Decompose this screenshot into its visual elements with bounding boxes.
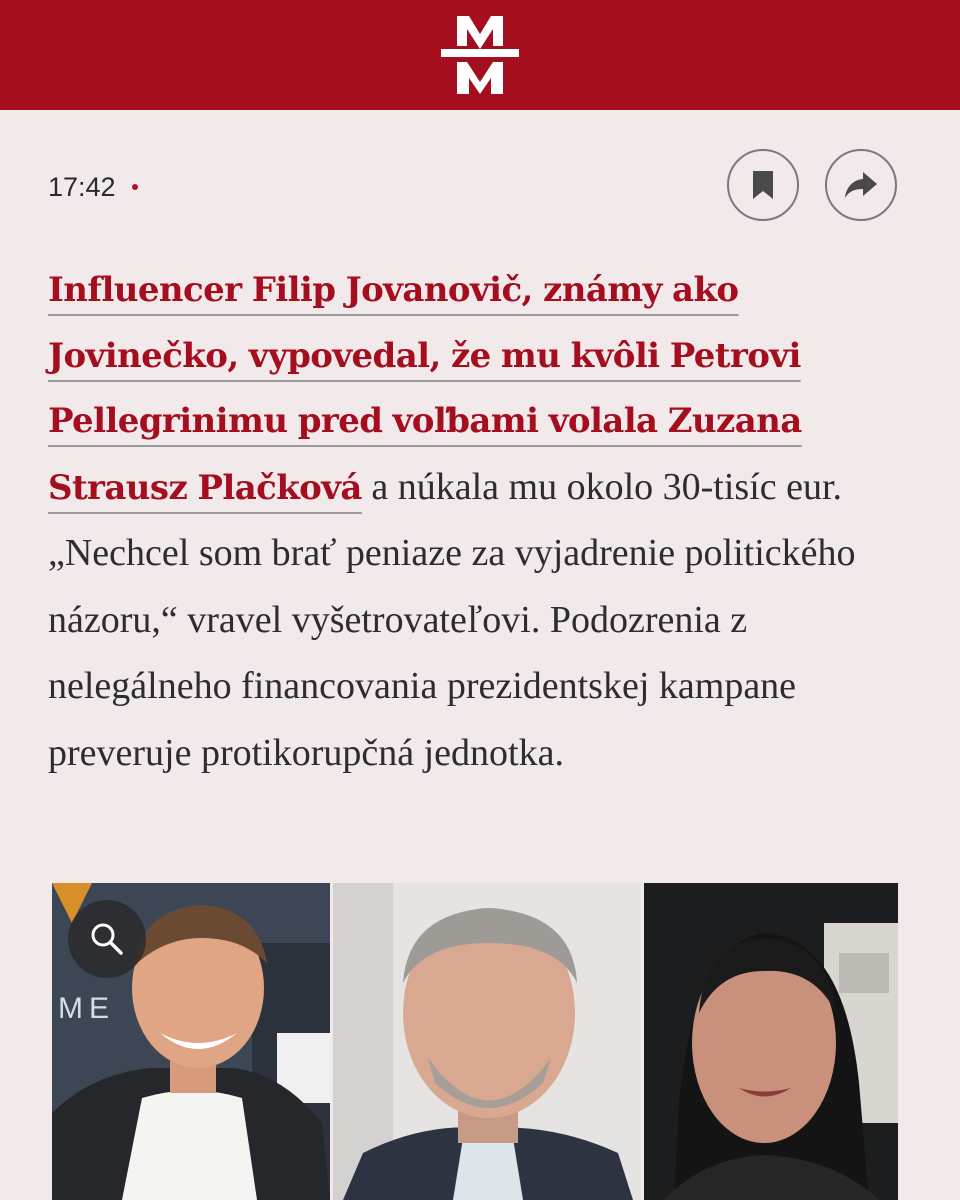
portrait-woman: [644, 883, 898, 1200]
photo-plackova[interactable]: [644, 883, 898, 1200]
zoom-button[interactable]: [68, 900, 146, 978]
portrait-man-grey-hair: [333, 883, 641, 1200]
photo-gallery[interactable]: [52, 883, 898, 1200]
post-time: 17:42: [48, 171, 116, 202]
headline-link[interactable]: Influencer Filip Jovanovič, známy ako Jovinečko, vypovedal, že mu kvôli Petrovi Pellegrinimu pred voľbami volala Zuzana Strausz Plačková: [48, 270, 802, 508]
site-header: [0, 0, 960, 110]
share-icon: [843, 170, 879, 200]
brand-logo[interactable]: [441, 16, 519, 96]
bookmark-icon: [751, 170, 775, 200]
post-meta: [48, 170, 138, 204]
article-text: [48, 258, 908, 787]
live-dot: [132, 184, 138, 190]
bookmark-button[interactable]: [727, 149, 799, 221]
magnifier-icon: [89, 921, 125, 957]
article-body: a núkala mu okolo 30-tisíc eur. „Nechcel som brať peniaze za vyjadrenie politického názoru,“ vravel vyšetrovateľovi. Podozrenia z nelegálneho financovania prezidentskej kampane preveruje protikorupčná jednotka.: [48, 465, 856, 774]
backdrop-text: ME: [58, 992, 115, 1025]
share-button[interactable]: [825, 149, 897, 221]
photo-pellegrini[interactable]: [333, 883, 641, 1200]
